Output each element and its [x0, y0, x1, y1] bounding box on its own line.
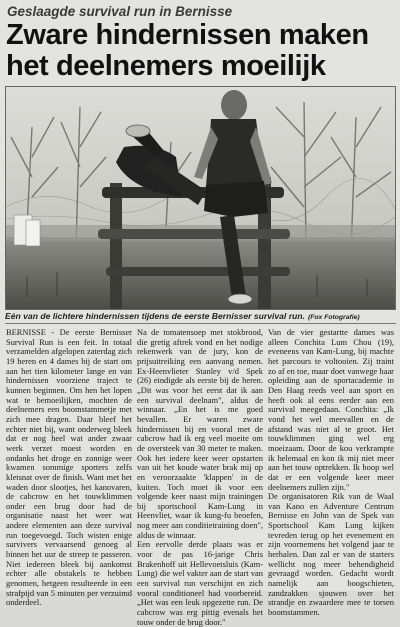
article-headline: Zware hindernissen maken het deelnemers moeilijk	[6, 19, 369, 82]
column-2-text: Na de tomatensoep met stokbrood, die gretig aftrek vond en het nodige rekenwerk van de jury, kon de prijsuitreiking een aanvang nemen. Ex-Heenvlieter Stanley v/d Spek (26) eindigde als eerste bij de heren. „Dit was voor het eerst dat ik aan een survival deelnam", aldus de winnaar. „En het is me goed bevallen. Er waren zware hindernissen bij en vooral met de cabcrow had ik erg veel moeite om de oversteek van 30 meter te maken. Ook het iedere keer weer opstarten van uit het koude water brak mij op en veroorzaakte 'klappen' in de kuiten. Toch moet ik voor een volgende keer naast mijn trainingen bij sportschool Kam-Lung in Heenvliet, waar ik kung-fu beoefen, nog meer aan conditietraining doen", aldus de winnaar. Een eervolle derde plaats was er voor de pas 16-jarige Chris Brakenhoff uit Hellevoetsluis (Kam-Lung) die wel vakter aan de start van een survival run verschijnt en zich vooral conditioneel had voorbereid. „Het was een leuk opgezette run. De cabcrow was erg pittig evenals het touw onder de brug door."	[137, 327, 263, 627]
column-3-text: Van de vier gestartte dames was alleen Conchita Lum Chou (19), eveneens van Kam-Lung, bij machte het parcours te voltooien. Zij traint zo af en toe, maar doet vanwege haar opleiding aan de sportacademie in Den Haag reeds veel aan sport en heeft ook al eens eerder aan een survival meegedaan. Conchita: „Ik vond het wel meevallen en de afstand was niet al te groot. Het touwklimmen ging wel erg moeizaam. Door de kou verkrampte ik helemaal en kon ik mij niet meer aan het touw optrekken. Ik hoop wel dat er een volgende keer meer deelnemers zullen zijn." De organisatoren Rik van de Waal van Kano en Adventure Centrum Bernisse en John van de Spek van Sportschool Kam Lung kijken tevreden terug op het evenement en zijn voornemens het volgend jaar te herhalen. Dan zal er van de starters wellicht nog meer behendigheid gevraagd worden. Gedacht wordt namelijk aan boogschieten, zandzakken sjouwen over het strandje en zwaardere mee te torsen boomstammen.	[268, 327, 394, 618]
article-column-1	[6, 327, 132, 608]
caption-text: Eén van de lichtere hindernissen tijdens de eerste Bernisser survival run.	[5, 311, 305, 321]
column-1-text: BERNISSE - De eerste Bernisser Survival Run is een feit. In totaal verzamelden afgelopen zaterdag zich 19 heren en 4 dames bij de start om aan het tien kilometer lange en van hindernissen voorziene traject te kunnen beginnen. Om hen het lopen wat te bemoeilijken, mochten de deelnemers een boomstammetje met zich mee dragen. Daar bleef het echter niet bij, want onderweg bleek dat er nog heel wat ander zwaar werk verzet moest worden en ondanks het droge en zonnige weer kwamen sommige sporters zelfs kletsnat over de finish. Want met het waden door slootjes, het kanovaren, de cabcrow en het touwklimmen onder een brug door had de organisatie naast het weer wat andere elementen aan deze survival run toegevoegd. Toch wisten enige survivers vervaarsend genoeg al binnen het uur de streep te passeren. Niet iedereen bleek bij aankomst echter alle obstakels te hebben genomen, hetgeen resulteerde in een strafpijd van 5 minuten per verzuimd onderdeel.	[6, 327, 132, 608]
photo-credit: (Fox Fotografie)	[307, 314, 360, 321]
survival-run-photo	[5, 86, 396, 310]
article-column-3	[268, 327, 394, 618]
article-column-2	[137, 327, 263, 627]
caption-divider	[5, 323, 396, 324]
article-kicker: Geslaagde survival run in Bernisse	[7, 4, 233, 19]
